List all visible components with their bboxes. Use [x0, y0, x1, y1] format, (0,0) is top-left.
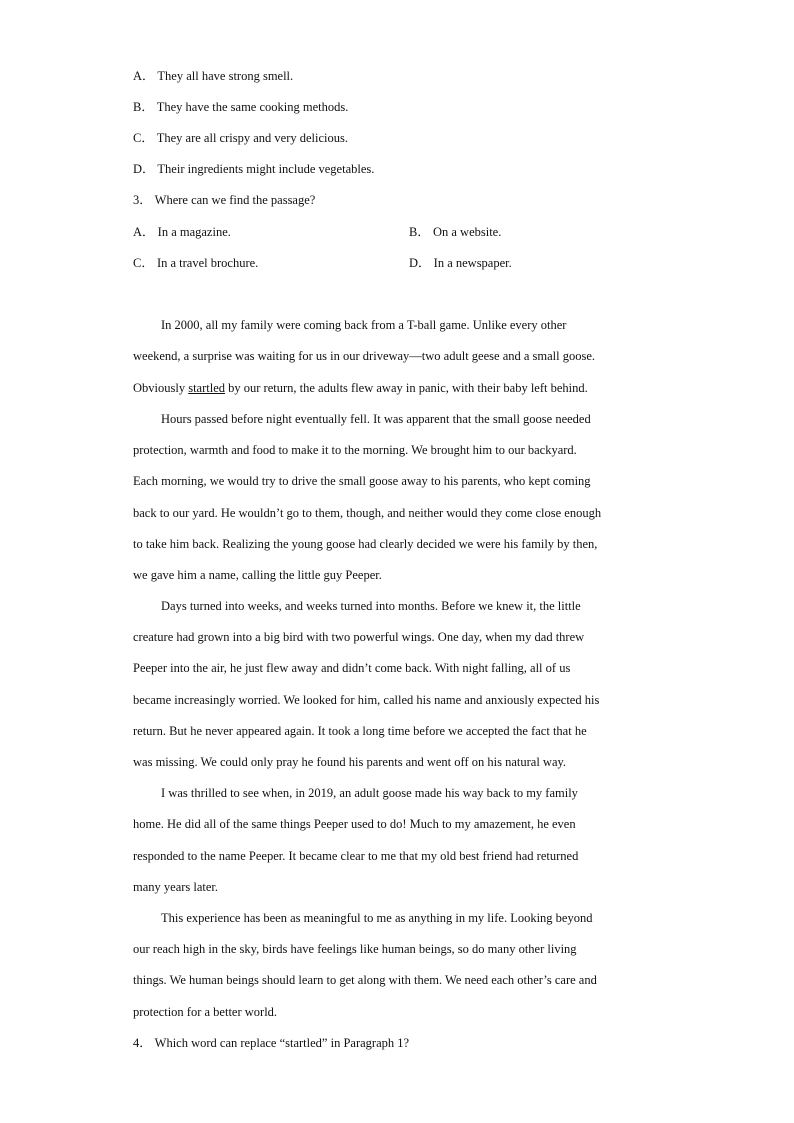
- q3-stem: 3． Where can we find the passage?: [133, 193, 316, 207]
- passage-line: Hours passed before night eventually fell. It was apparent that the small goose needed: [161, 412, 591, 426]
- q3-option-b: B． On a website.: [409, 225, 502, 239]
- passage-line: This experience has been as meaningful to me as anything in my life. Looking beyond: [161, 911, 593, 925]
- passage-line: I was thrilled to see when, in 2019, an adult goose made his way back to my family: [161, 786, 578, 800]
- passage-line: Days turned into weeks, and weeks turned into months. Before we knew it, the little: [161, 599, 581, 613]
- q2-option-a: A． They all have strong smell.: [133, 69, 294, 83]
- passage-line: responded to the name Peeper. It became clear to me that my old best friend had returned: [133, 849, 579, 863]
- passage-line: protection, warmth and food to make it to the morning. We brought him to our backyard.: [133, 443, 577, 457]
- passage-line: weekend, a surprise was waiting for us in our driveway—two adult geese and a small goose.: [133, 349, 596, 363]
- q2-option-b: B． They have the same cooking methods.: [133, 100, 349, 114]
- passage-line: Peeper into the air, he just flew away and didn’t come back. With night falling, all of us: [133, 661, 571, 675]
- passage-text: by our return, the adults flew away in panic, with their baby left behind.: [225, 381, 588, 395]
- passage-text: Obviously: [133, 381, 189, 395]
- passage-line: many years later.: [133, 880, 219, 894]
- passage-line: back to our yard. He wouldn’t go to them, though, and neither would they come close enough: [133, 506, 602, 520]
- passage-line: home. He did all of the same things Peeper used to do! Much to my amazement, he even: [133, 817, 576, 831]
- q3-option-c: C． In a travel brochure.: [133, 256, 259, 270]
- passage-line: In 2000, all my family were coming back from a T-ball game. Unlike every other: [161, 318, 567, 332]
- passage-line: Each morning, we would try to drive the small goose away to his parents, who kept coming: [133, 474, 591, 488]
- q3-option-d: D． In a newspaper.: [409, 256, 512, 270]
- q4-stem: 4． Which word can replace “startled” in Paragraph 1?: [133, 1036, 410, 1050]
- passage-line: protection for a better world.: [133, 1005, 278, 1019]
- passage-line: to take him back. Realizing the young goose had clearly decided we were his family by then,: [133, 537, 598, 551]
- passage-line: our reach high in the sky, birds have feelings like human beings, so do many other living: [133, 942, 577, 956]
- passage-line: was missing. We could only pray he found his parents and went off on his natural way.: [133, 755, 567, 769]
- q2-option-d: D． Their ingredients might include vegetables.: [133, 162, 375, 176]
- passage-line: creature had grown into a big bird with two powerful wings. One day, when my dad threw: [133, 630, 585, 644]
- passage-line: things. We human beings should learn to get along with them. We need each other’s care and: [133, 973, 597, 987]
- passage-line: we gave him a name, calling the little guy Peeper.: [133, 568, 382, 582]
- passage-line: [133, 380, 588, 396]
- passage-line: became increasingly worried. We looked for him, called his name and anxiously expected his: [133, 693, 600, 707]
- q3-option-a: A． In a magazine.: [133, 225, 231, 239]
- q2-option-c: C． They are all crispy and very delicious.: [133, 131, 348, 145]
- underlined-word: startled: [188, 381, 226, 395]
- passage-line: return. But he never appeared again. It took a long time before we accepted the fact that he: [133, 724, 587, 738]
